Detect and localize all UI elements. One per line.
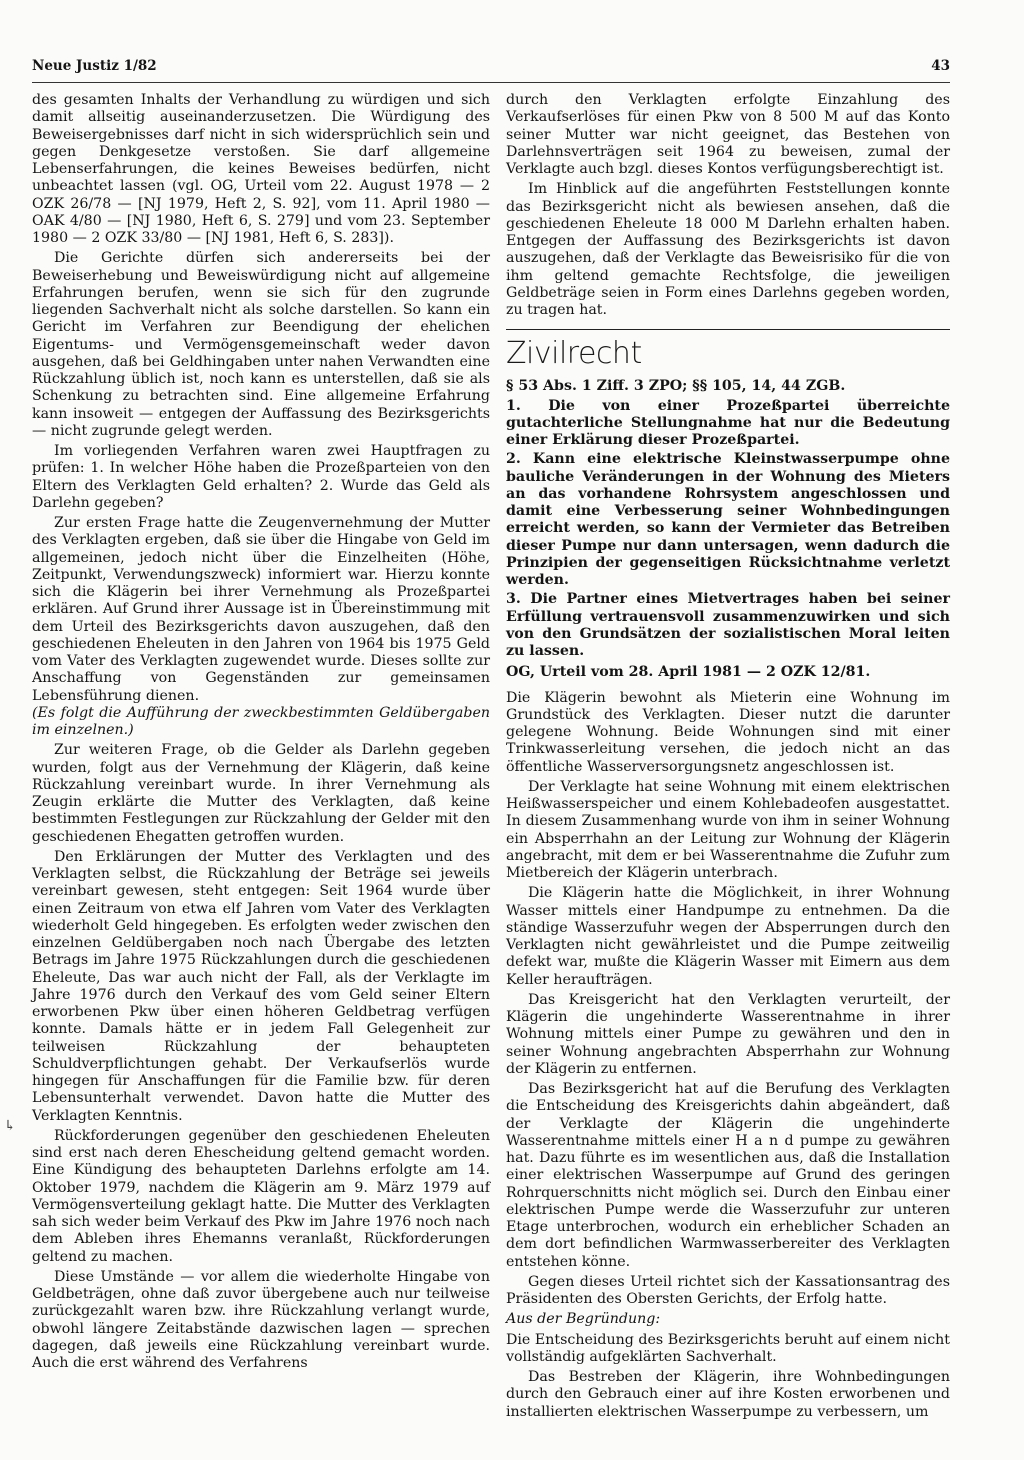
paragraph: Gegen dieses Urteil richtet sich der Kassationsantrag des Präsidenten des Obersten Gerichts, der Erfolg hatte. <box>506 1273 950 1307</box>
paragraph: Die Klägerin hatte die Möglichkeit, in ihrer Wohnung Wasser mittels einer Handpumpe zu entnehmen. Da die ständige Wasserzufuhr wegen der Absperrungen durch den Verklagten nicht gewährleistet und die Pumpe zeitweilig defekt war, mußte die Klägerin Wasser mit Eimern aus dem Keller heraufträgen. <box>506 885 950 988</box>
paragraph: Im vorliegenden Verfahren waren zwei Hauptfragen zu prüfen: 1. In welcher Höhe haben die Prozeßparteien von den Eltern des Verklagten Geld erhalten? 2. Wurde das Geld als Darlehn gegeben? <box>32 443 490 511</box>
paragraph: Das Bestreben der Klägerin, ihre Wohnbedingungen durch den Gebrauch einer auf ihre Kosten erworbenen und installierten elektrischen Wasserpumpe zu verbessern, um <box>506 1369 950 1420</box>
headnote: 1. Die von einer Prozeßpartei überreichte gutachterliche Stellungnahme hat nur die Bedeutung einer Erklärung dieser Prozeßpartei. <box>506 397 950 448</box>
paragraph: des gesamten Inhalts der Verhandlung zu würdigen und sich damit allseitig auseinanderzusetzen. Die Würdigung des Beweisergebnisses darf nicht in sich widersprüchlich sein und gegen Denkgesetze verstoßen. Sie darf allgemeine Lebenserfahrungen, die keines Beweises bedürfen, nicht unbeachtet lassen (vgl. OG, Urteil vom 22. August 1978 — 2 OZK 26/78 — [NJ 1979, Heft 2, S. 92], vom 11. April 1980 — OAK 4/80 — [NJ 1980, Heft 6, S. 279] und vom 23. September 1980 — 2 OZK 33/80 — [NJ 1981, Heft 6, S. 283]). <box>32 92 490 246</box>
left-column <box>32 92 490 1375</box>
headnote: 3. Die Partner eines Mietvertrages haben bei seiner Erfüllung vertrauensvoll zusammenzuwirken und sich von den Grundsätzen der sozialistischen Moral leiten zu lassen. <box>506 591 950 659</box>
statute-reference: § 53 Abs. 1 Ziff. 3 ZPO; §§ 105, 14, 44 ZGB. <box>506 378 846 395</box>
paragraph: Diese Umstände — vor allem die wiederholte Hingabe von Geldbeträgen, ohne daß zuvor übergebene auch nur teilweise zurückgezahlt waren bzw. ihre Rückzahlung verlangt wurde, obwohl längere Zeitabstände dazwischen lagen — sprechen dagegen, daß jeweils eine Rückzahlung vereinbart wurde. Auch die erst während des Verfahrens <box>32 1268 490 1371</box>
paragraph: Zur weiteren Frage, ob die Gelder als Darlehn gegeben wurden, folgt aus der Vernehmung der Klägerin, daß keine Rückzahlung vereinbart wurde. In ihrer Vernehmung als Zeugin erklärte die Mutter des Verklagten, daß keine bestimmten Festlegungen zur Rückzahlung der Gelder mit den geschiedenen Ehegatten getroffen wurden. <box>32 742 490 845</box>
reasons-label: Aus der Begründung: <box>506 1311 661 1328</box>
court-reference: OG, Urteil vom 28. April 1981 — 2 OZK 12/81. <box>506 664 871 681</box>
paragraph: Die Klägerin bewohnt als Mieterin eine Wohnung im Grundstück des Verklagten. Dieser nutzt die darunter gelegene Wohnung. Beide Wohnungen sind mit einer Trinkwasserleitung versehen, die jedoch nicht an das öffentliche Wasserversorgungsnetz angeschlossen ist. <box>506 689 950 775</box>
paragraph: Das Kreisgericht hat den Verklagten verurteilt, der Klägerin die ungehinderte Wasserentnahme in ihrer Wohnung mittels einer Pumpe zu gewähren und den in seiner Wohnung angebrachten Absperrhahn zur Wohnung der Klägerin zu entfernen. <box>506 991 950 1077</box>
paragraph: Das Bezirksgericht hat auf die Berufung des Verklagten die Entscheidung des Kreisgerichts dahin abgeändert, daß der Verklagte der Klägerin die ungehinderte Wasserentnahme mittels einer H a n d pumpe zu gewähren hat. Dazu führte es im wesentlichen aus, daß die Installation einer elektrischen Wasserpumpe auf Grund des geringen Rohrquerschnitts nicht möglich sei. Durch den Einbau einer elektrischen Pumpe werde die Wasserzufuhr zur unteren Etage unterbrochen, wodurch ein erheblicher Schaden an dem dort befindlichen Warmwasserbereiter des Verklagten entstehen könne. <box>506 1081 950 1270</box>
paragraph: Im Hinblick auf die angeführten Feststellungen konnte das Bezirksgericht nicht als bewiesen ansehen, daß die geschiedenen Eheleute 18 000 M Darlehn erhalten haben. Entgegen der Auffassung des Bezirksgerichts ist davon auszugehen, daß der Verklagte das Beweisrisiko für die von ihm geltend gemachte Rechtsfolge, die jeweiligen Geldbeträge seien in Form eines Darlehns gegeben worden, zu tragen hat. <box>506 181 950 318</box>
paragraph: Den Erklärungen der Mutter des Verklagten und des Verklagten selbst, die Rückzahlung der Beträge sei jeweils vereinbart gewesen, steht entgegen: Seit 1964 wurde über einen Zeitraum von etwa elf Jahren vom Vater des Verklagten wiederholt Geld hingegeben. Es erfolgten weder zwischen den einzelnen Geldübergaben noch nach Übergabe des letzten Betrags im Jahre 1975 Rückzahlungen durch die geschiedenen Eheleute, Das war auch nicht der Fall, als der Verklagte im Jahre 1976 durch den Verkauf des vom Geld seiner Eltern erworbenen Pkw über einen höheren Geldbetrag verfügen konnte. Damals hätte er in jedem Fall Gelegenheit zur teilweisen Rückzahlung der behaupteten Schuldverpflichtungen gehabt. Der Verkaufserlös wurde hingegen für Anschaffungen für die Familie bzw. für deren Lebensunterhalt verwendet. Davon hatte die Mutter des Verklagten Kenntnis. <box>32 848 490 1124</box>
margin-mark: ↳ <box>4 1118 16 1134</box>
italic-note: (Es folgt die Aufführung der zweckbestimmten Geldübergaben im einzelnen.) <box>32 704 490 738</box>
journal-title: Neue Justiz 1/82 <box>32 58 157 74</box>
paragraph: Die Entscheidung des Bezirksgerichts beruht auf einem nicht vollständig aufgeklärten Sachverhalt. <box>506 1331 950 1365</box>
paragraph: Rückforderungen gegenüber den geschiedenen Eheleuten sind erst nach deren Ehescheidung geltend gemacht worden. Eine Kündigung des behaupteten Darlehns erfolgte am 14. Oktober 1979, nachdem die Klägerin am 9. März 1979 auf Vermögensverteilung geklagt hatte. Die Mutter des Verklagten sah sich weder beim Verkauf des Pkw im Jahre 1976 noch nach dem Ableben ihres Ehemanns veranlaßt, Rückforderungen geltend zu machen. <box>32 1127 490 1265</box>
paragraph: durch den Verklagten erfolgte Einzahlung des Verkaufserlöses für einen Pkw von 8 500 M auf das Konto seiner Mutter war nicht geeignet, das Bestehen von Darlehnsverträgen seit 1964 zu beweisen, zumal der Verklagte auch bzgl. dieses Kontos verfügungsberechtigt ist. <box>506 92 950 177</box>
paragraph: Zur ersten Frage hatte die Zeugenvernehmung der Mutter des Verklagten ergeben, daß sie über die Hingabe von Geld im allgemeinen, jedoch nicht über die Einzelheiten (Höhe, Zeitpunkt, Verwendungszweck) informiert war. Hierzu konnte sich die Klägerin bei ihrer Vernehmung als Prozeßpartei erklären. Auf Grund ihrer Aussage ist in Übereinstimmung mit dem Urteil des Bezirksgerichts davon auszugehen, daß den geschiedenen Eheleuten in den Jahren von 1964 bis 1975 Geld vom Vater des Verklagten zugewendet wurde. Dieses sollte zur Anschaffung von Gegenständen zur gemeinsamen Lebensführung dienen. <box>32 515 490 704</box>
paragraph: Der Verklagte hat seine Wohnung mit einem elektrischen Heißwasserspeicher und einem Kohlebadeofen ausgestattet. In diesem Zusammenhang wurde von ihm in seiner Wohnung ein Absperrhahn an der Leitung zur Wohnung der Klägerin angebracht, mit dem er bei Wasserentnahme die Zufuhr zum Mietbereich der Klägerin unterbrach. <box>506 778 950 881</box>
page-header <box>32 58 950 83</box>
headnote: 2. Kann eine elektrische Kleinstwasserpumpe ohne bauliche Veränderungen in der Wohnung des Mieters an das vorhandene Rohrsystem angeschlossen und damit eine Verbesserung seiner Wohnbedingungen erreicht werden, so kann der Vermieter das Betreiben dieser Pumpe nur dann untersagen, wenn dadurch die Prinzipien der gegenseitigen Rücksichtnahme verletzt werden. <box>506 451 950 588</box>
page-number: 43 <box>931 58 950 74</box>
section-title: Zivilrecht <box>506 336 642 372</box>
paragraph: Die Gerichte dürfen sich andererseits bei der Beweiserhebung und Beweiswürdigung nicht auf allgemeine Erfahrungen berufen, wenn sie sich für den zugrunde liegenden Sachverhalt nicht als solche darstellen. So kann ein Gericht im Verfahren zur Beendigung der ehelichen Eigentums- und Vermögensgemeinschaft weder davon ausgehen, daß bei Geldhingaben unter nahen Verwandten eine Rückzahlung üblich ist, noch kann es unterstellen, daß sie als Schenkung zu betrachten sind. Eine allgemeine Erfahrung kann insoweit — entgegen der Auffassung des Bezirksgerichts — nicht zugrunde gelegt werden. <box>32 250 490 439</box>
section-divider <box>506 329 950 330</box>
right-column <box>506 92 950 1424</box>
